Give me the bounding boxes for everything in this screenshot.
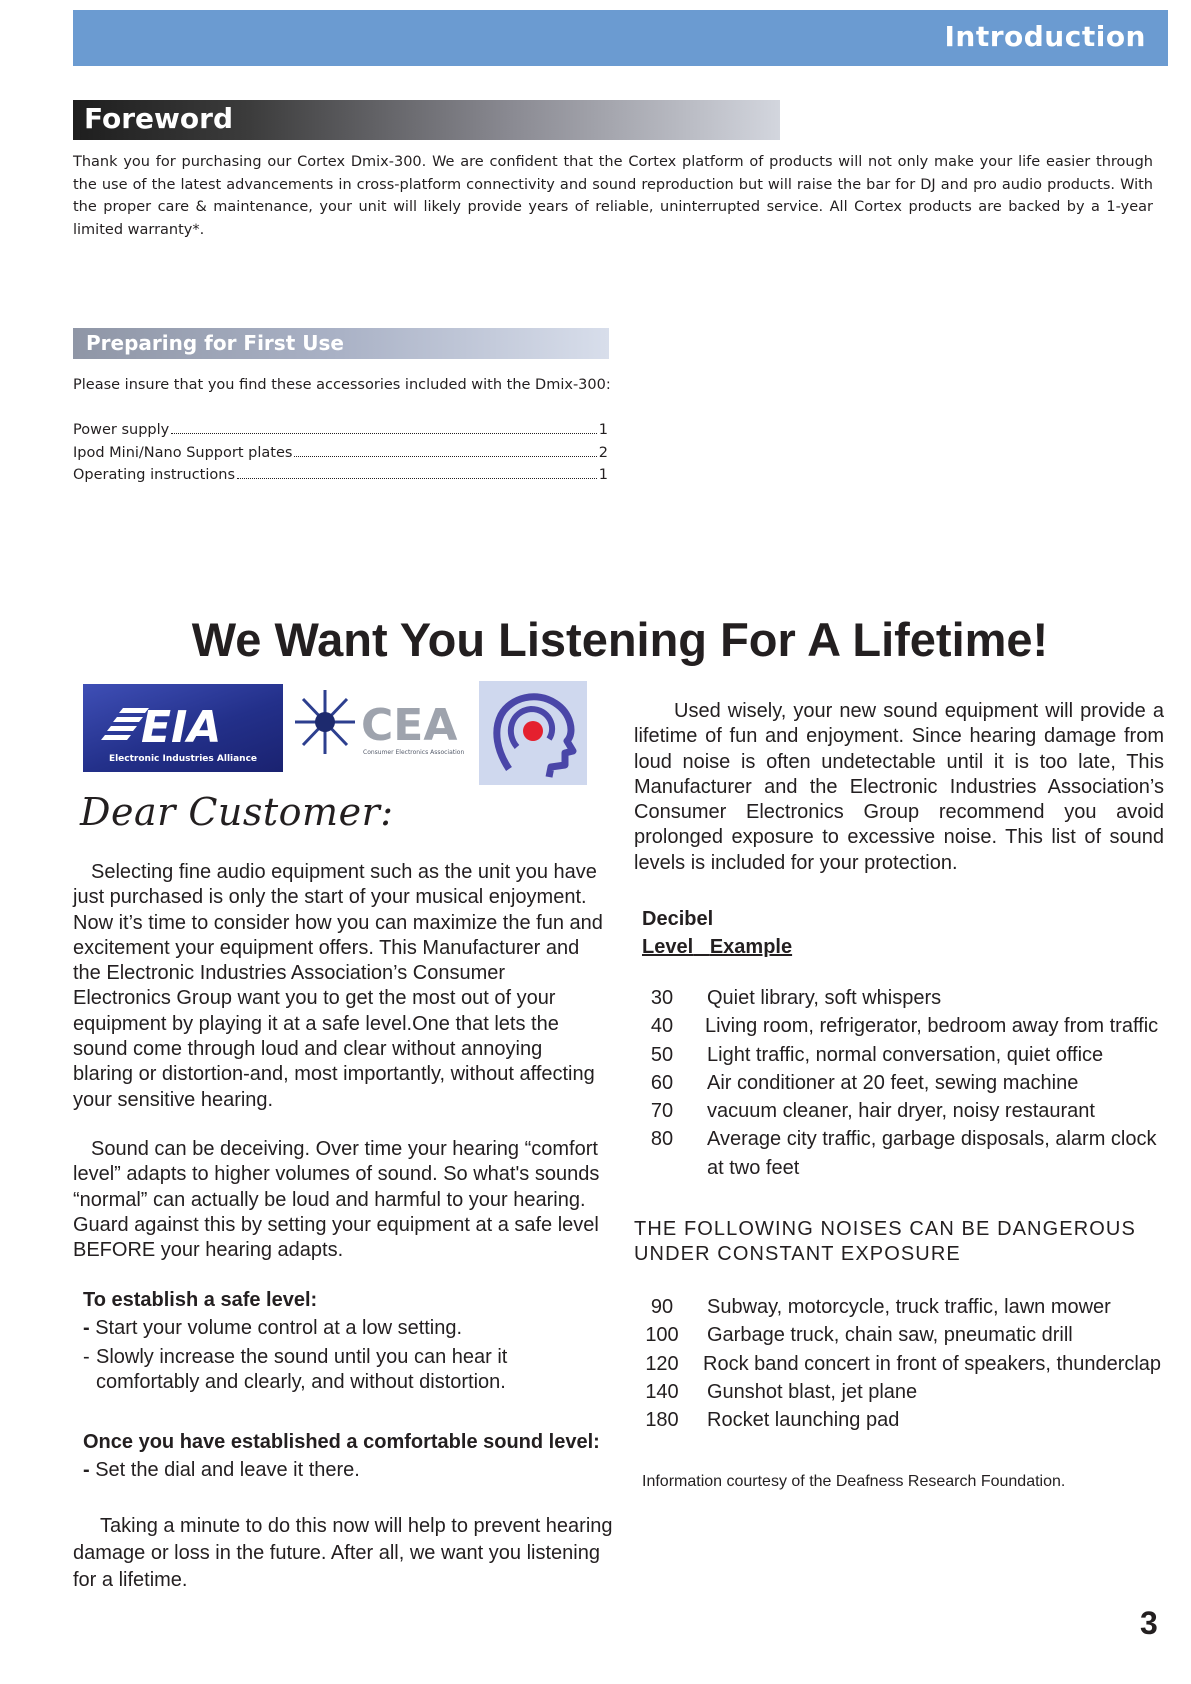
sound-levels-intro (634, 699, 1164, 876)
decibel-example: Subway, motorcycle, truck traffic, lawn mower (707, 1296, 1111, 1318)
decibel-example: Living room, refrigerator, bedroom away from traffic (705, 1015, 1159, 1038)
decibel-row (642, 1069, 1172, 1097)
letter-paragraph-2 (73, 1137, 603, 1263)
safe-levels-table (642, 984, 1172, 1182)
letter-closing (73, 1513, 618, 1594)
decibel-level: 70 (650, 1100, 674, 1123)
decibel-table-header (642, 905, 792, 961)
decibel-header-label: Decibel (642, 908, 714, 930)
accessory-qty: 1 (598, 422, 608, 438)
decibel-example: Gunshot blast, jet plane (707, 1380, 918, 1403)
decibel-row (642, 1041, 1172, 1069)
leader-dots (237, 478, 597, 479)
accessory-qty: 2 (598, 444, 608, 461)
page-number: 3 (1140, 1605, 1158, 1641)
cea-logo-text: CEA (361, 700, 458, 751)
decibel-header-columns: Level Example (642, 936, 793, 958)
paragraph-text: Selecting fine audio equipment such as the unit you have just purchased is only the start of your musical enjoyment. Now it’s time to consider how you can maximize the fun and excitement your equipment offers. This Manufacturer and the Electronic Industries Association’s Consumer Electronics Group want you to get the most out of your equipment by playing it at a safe level.One that lets the sound come through loud and clear without annoying blaring or distortion-and, most importantly, without affecting your sensitive hearing. (73, 861, 603, 1111)
decibel-example: Rock band concert in front of speakers, thunderclap (703, 1352, 1162, 1375)
eia-logo-caption: Electronic Industries Alliance (108, 754, 258, 764)
decibel-level: 40 (650, 1015, 674, 1038)
cea-logo-art (295, 684, 470, 760)
accessory-qty: 1 (598, 467, 608, 483)
accessory-name: Power supply (73, 422, 170, 438)
decibel-row (642, 1378, 1172, 1406)
decibel-row (642, 1012, 1172, 1040)
danger-levels-table (642, 1293, 1172, 1434)
safe-level-title: To establish a safe level: (83, 1289, 318, 1311)
decibel-example: vacuum cleaner, hair dryer, noisy restaurant (707, 1100, 1095, 1123)
decibel-example: Garbage truck, chain saw, pneumatic drill (707, 1324, 1073, 1347)
decibel-row (642, 1350, 1172, 1378)
cea-logo-caption: Consumer Electronics Association (363, 749, 465, 756)
letter-greeting: Dear Customer: (80, 790, 394, 834)
decibel-row (642, 1125, 1172, 1182)
section-title: Introduction (944, 20, 1146, 53)
safe-level-step: - Start your volume control at a low setting. (83, 1317, 463, 1340)
accessory-list (73, 419, 608, 487)
leader-dots (171, 433, 597, 434)
decibel-level: 120 (645, 1352, 679, 1375)
hearing-head-logo (479, 681, 587, 785)
decibel-level: 50 (650, 1043, 674, 1066)
paragraph-text: Used wisely, your new sound equipment will provide a lifetime of fun and enjoyment. Since hearing damage from loud noise is often undetectable until it is too late, This Manufacturer and the Electronic Industries Association’s Consumer Electronics Group recommend you avoid prolonged exposure to excessive noise. This list of sound levels is included for your protection. (634, 700, 1164, 874)
paragraph-text: Taking a minute to do this now will help to prevent hearing damage or loss in the future. After all, we want you listening for a lifetime. (73, 1515, 613, 1591)
foreword-body: Thank you for purchasing our Cortex Dmix-300. We are confident that the Cortex platform of products will not only make your life easier through the use of the latest advancements in cross-platform connectivity and sound reproduction but will raise the bar for DJ and pro audio products. With the proper care & maintenance, your unit will likely provide years of reliable, uninterrupted service. All Cortex products are backed by a 1-year limited warranty*. (73, 154, 1153, 238)
comfortable-level-section (83, 1430, 613, 1484)
decibel-level: 180 (645, 1409, 679, 1432)
eia-logo (83, 684, 283, 772)
accessory-item (73, 419, 608, 442)
letter-paragraph-1 (73, 860, 603, 1113)
page-headline: We Want You Listening For A Lifetime! (191, 613, 1049, 666)
preparing-intro: Please insure that you find these accessories included with the Dmix-300: (73, 377, 611, 393)
eia-logo-art (83, 684, 283, 772)
eia-logo-text: EIA (141, 702, 222, 753)
decibel-row (642, 1097, 1172, 1125)
accessory-name: Ipod Mini/Nano Support plates (73, 444, 293, 461)
accessory-name: Operating instructions (73, 467, 236, 483)
decibel-row (642, 1321, 1172, 1349)
preparing-heading-bar (73, 328, 609, 359)
hearing-head-icon (479, 681, 587, 785)
cea-logo (295, 684, 470, 760)
decibel-example: Quiet library, soft whispers (707, 987, 942, 1009)
safe-level-section (83, 1288, 613, 1395)
decibel-example: Light traffic, normal conversation, quiet office (707, 1043, 1104, 1066)
source-credit: Information courtesy of the Deafness Research Foundation. (642, 1473, 1066, 1490)
decibel-level: 30 (650, 987, 674, 1009)
accessory-item (73, 464, 608, 487)
comfortable-level-title: Once you have established a comfortable sound level: (83, 1431, 600, 1453)
decibel-row (642, 1406, 1172, 1434)
header-bar (73, 10, 1168, 66)
paragraph-text: Sound can be deceiving. Over time your hearing “comfort level” adapts to higher volumes of sound. So what's sounds “normal” can actually be loud and harmful to your hearing. Guard against this by setting your equipment at a safe level BEFORE your hearing adapts. (73, 1138, 600, 1262)
preparing-title: Preparing for First Use (86, 331, 344, 355)
decibel-level: 80 (650, 1128, 674, 1151)
leader-dots (294, 456, 596, 457)
decibel-level: 90 (650, 1296, 674, 1318)
decibel-level: 100 (645, 1324, 679, 1347)
danger-heading: THE FOLLOWING NOISES CAN BE DANGEROUS UNDER CONSTANT EXPOSURE (634, 1218, 1136, 1266)
foreword-title: Foreword (84, 102, 233, 135)
decibel-row (642, 984, 1172, 1012)
decibel-row (642, 1293, 1172, 1321)
accessory-item (73, 442, 608, 465)
safe-level-step: - Slowly increase the sound until you can hear it comfortably and clearly, and without distortion. (83, 1345, 508, 1393)
decibel-example: Rocket launching pad (707, 1409, 900, 1432)
decibel-example: Air conditioner at 20 feet, sewing machine (707, 1071, 1079, 1094)
decibel-example: Average city traffic, garbage disposals, alarm clock at two feet (707, 1128, 1157, 1179)
comfortable-level-step: - Set the dial and leave it there. (83, 1459, 360, 1482)
foreword-heading-bar (73, 100, 780, 140)
decibel-level: 140 (645, 1380, 679, 1403)
decibel-level: 60 (650, 1071, 674, 1094)
